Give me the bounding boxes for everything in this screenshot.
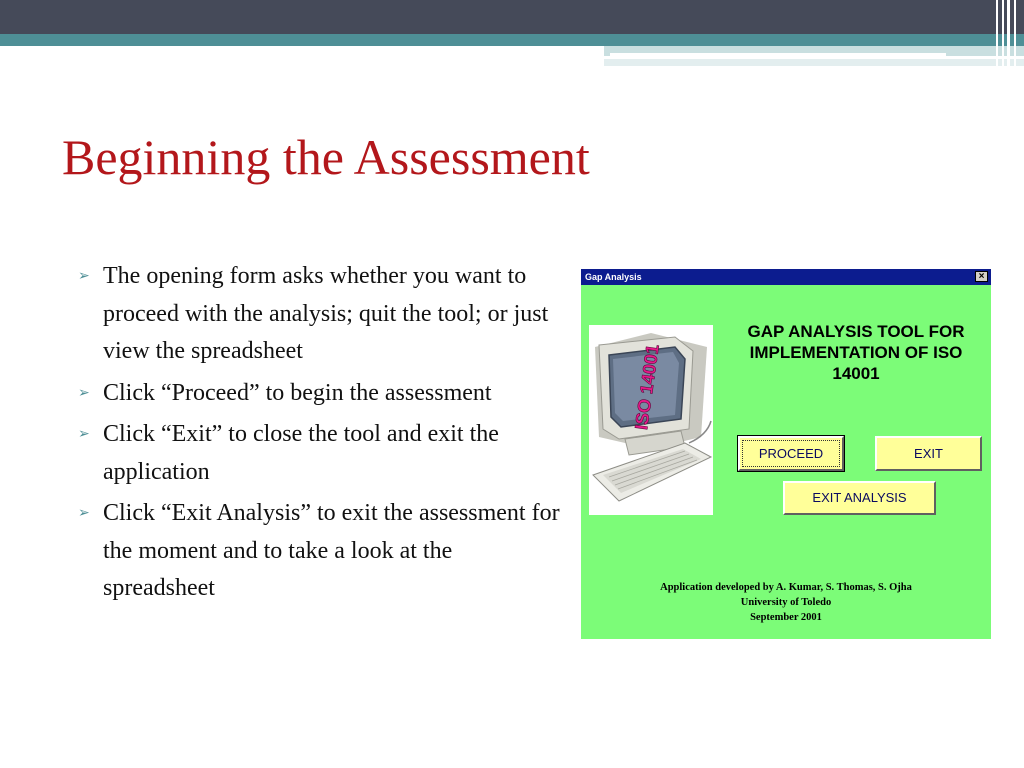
- proceed-button[interactable]: [738, 436, 844, 471]
- close-icon[interactable]: ×: [975, 271, 988, 282]
- header-vertical-stripes: [994, 0, 1024, 70]
- arrow-bullet-icon: ➢: [78, 427, 90, 442]
- computer-icon: [589, 325, 713, 515]
- bullet-item: [78, 258, 568, 371]
- proceed-button-label: PROCEED: [742, 440, 840, 467]
- header-accent-band: [0, 34, 1024, 46]
- credits-line: September 2001: [750, 612, 822, 623]
- header-accent-line: [604, 59, 1024, 66]
- gap-analysis-window: [581, 269, 991, 639]
- arrow-bullet-icon: ➢: [78, 269, 90, 284]
- exit-button[interactable]: EXIT: [875, 436, 982, 471]
- bullet-item: [78, 495, 568, 608]
- bullet-text: The opening form asks whether you want to proceed with the analysis; quit the tool; or just view the spreadsheet: [103, 263, 549, 364]
- exit-analysis-button[interactable]: EXIT ANALYSIS: [783, 481, 936, 515]
- arrow-bullet-icon: ➢: [78, 506, 90, 521]
- bullet-text: Click “Exit Analysis” to exit the assessment for the moment and to take a look at the spreadsheet: [103, 500, 560, 601]
- bullet-item: [78, 375, 568, 413]
- tool-heading: GAP ANALYSIS TOOL FOR IMPLEMENTATION OF ISO 14001: [747, 322, 965, 383]
- bullet-list: [78, 258, 568, 612]
- bullet-text: Click “Proceed” to begin the assessment: [103, 379, 492, 406]
- bullet-item: [78, 416, 568, 491]
- bullet-text: Click “Exit” to close the tool and exit the application: [103, 421, 499, 485]
- credits: [581, 580, 991, 625]
- window-titlebar: [581, 269, 991, 285]
- credits-line: University of Toledo: [740, 597, 832, 608]
- arrow-bullet-icon: ➢: [78, 385, 90, 401]
- credits-line: Application developed by A. Kumar, S. Thomas, S. Ojha: [660, 582, 912, 593]
- header-band: [0, 0, 1024, 34]
- iso-label: ISO 14001: [631, 342, 663, 432]
- computer-illustration: [589, 325, 713, 515]
- window-title: Gap Analysis: [585, 272, 642, 282]
- slide-title: Beginning the Assessment: [62, 129, 590, 185]
- header-accent-line: [610, 53, 946, 56]
